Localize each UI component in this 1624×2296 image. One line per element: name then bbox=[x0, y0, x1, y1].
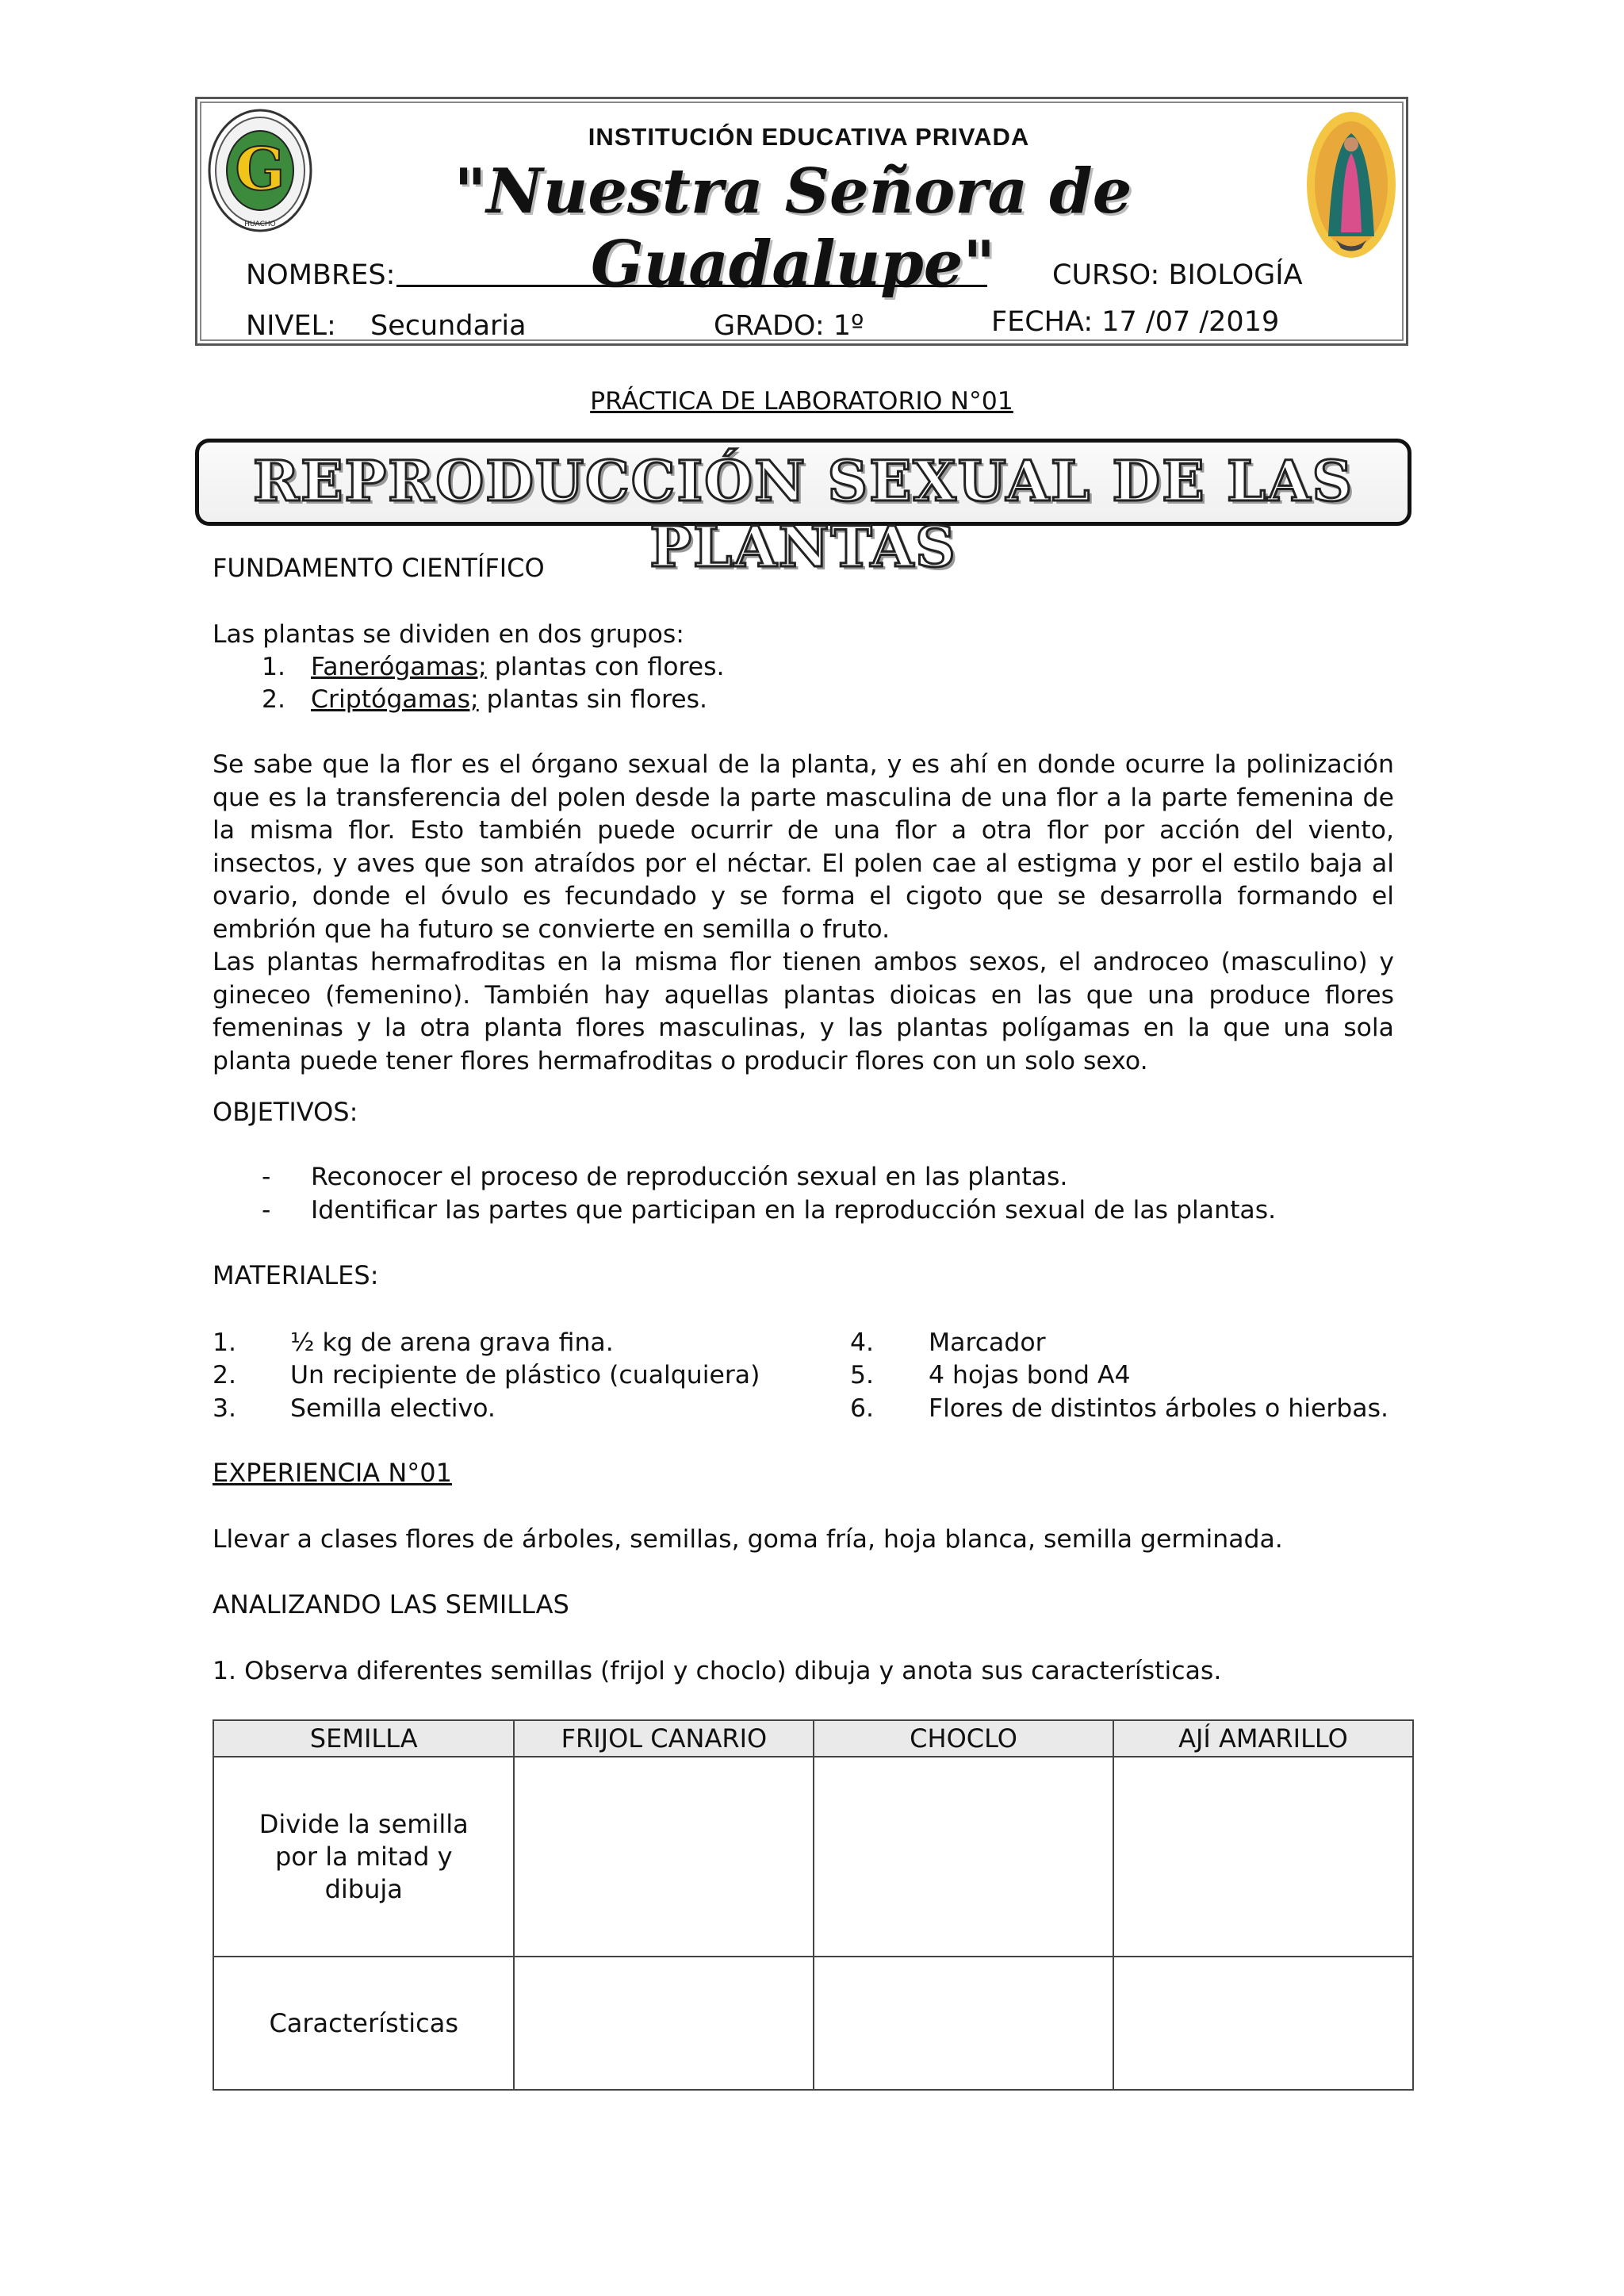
group-desc: plantas con flores. bbox=[486, 653, 725, 681]
analizando-instruction: 1. Observa diferentes semillas (frijol y choclo) dibuja y anota sus características. bbox=[213, 1657, 1222, 1685]
experiencia-text: Llevar a clases flores de árboles, semillas, goma fría, hoja blanca, semilla germinada. bbox=[213, 1525, 1283, 1554]
notes-cell[interactable] bbox=[814, 1957, 1113, 2090]
analizando-heading: ANALIZANDO LAS SEMILLAS bbox=[213, 1589, 569, 1619]
table-header: SEMILLA bbox=[213, 1720, 514, 1757]
institution-label: INSTITUCIÓN EDUCATIVA PRIVADA bbox=[588, 123, 1030, 151]
drawing-cell[interactable] bbox=[1113, 1757, 1413, 1957]
virgin-image bbox=[1304, 109, 1398, 260]
logo-letter: G bbox=[235, 136, 285, 204]
notes-cell[interactable] bbox=[514, 1957, 814, 2090]
grado-label: GRADO: 1º bbox=[714, 310, 864, 342]
group-item bbox=[311, 651, 725, 684]
material-item: Marcador bbox=[929, 1328, 1046, 1357]
group-number: 2. bbox=[262, 685, 286, 714]
group-desc: plantas sin flores. bbox=[478, 685, 708, 714]
material-item: 4 hojas bond A4 bbox=[929, 1361, 1131, 1389]
nombres-label: NOMBRES: bbox=[246, 259, 396, 291]
experiencia-heading: EXPERIENCIA N°01 bbox=[213, 1458, 452, 1488]
objetivos-heading: OBJETIVOS: bbox=[213, 1097, 358, 1127]
notes-cell[interactable] bbox=[1113, 1957, 1413, 2090]
group-number: 1. bbox=[262, 653, 286, 681]
school-logo bbox=[206, 107, 314, 234]
drawing-cell[interactable] bbox=[814, 1757, 1113, 1957]
logo-city: HUACHO bbox=[244, 220, 276, 228]
material-number: 4. bbox=[850, 1328, 875, 1357]
row-label: Divide la semilla por la mitad y dibuja bbox=[213, 1757, 514, 1957]
bullet-dash: - bbox=[262, 1196, 271, 1225]
bullet-dash: - bbox=[262, 1163, 271, 1191]
table-row bbox=[213, 1757, 1413, 1957]
table-header: AJÍ AMARILLO bbox=[1113, 1720, 1413, 1757]
curso-label: CURSO: BIOLOGÍA bbox=[1052, 259, 1303, 291]
group-term: Fanerógamas; bbox=[311, 653, 487, 681]
materiales-heading: MATERIALES: bbox=[213, 1260, 379, 1290]
fecha-label: FECHA: 17 /07 /2019 bbox=[991, 306, 1280, 338]
table-header: CHOCLO bbox=[814, 1720, 1113, 1757]
fundamento-paragraph-2: Las plantas hermafroditas en la misma flor tienen ambos sexos, el androceo (masculino) y gineceo (femenino). También hay aquellas plantas dioicas en las que una produce flores femeninas y la otra planta flores masculinas, y las plantas polígamas en la que una sola planta puede tener flores hermafroditas o producir flores con un solo sexo. bbox=[213, 948, 1394, 1075]
group-item bbox=[311, 684, 707, 717]
material-number: 1. bbox=[213, 1328, 237, 1357]
material-number: 5. bbox=[850, 1361, 875, 1389]
practica-title: PRÁCTICA DE LABORATORIO N°01 bbox=[590, 387, 1013, 416]
material-number: 2. bbox=[213, 1361, 237, 1389]
material-item: Flores de distintos árboles o hierbas. bbox=[929, 1394, 1388, 1423]
material-item: Semilla electivo. bbox=[290, 1394, 496, 1423]
fundamento-paragraph-1: Se sabe que la flor es el órgano sexual de la planta, y es ahí en donde ocurre la polinización que es la transferencia del polen desde la parte masculina de una flor a la parte femenina de la misma flor. Esto también puede ocurrir de una flor a otra flor por acción del viento, insectos, y aves que son atraídos por el néctar. El polen cae al estigma y por el estilo baja al ovario, donde el óvulo es fecundado y se forma el cigoto que se desarrolla formando el embrión que ha futuro se convierte en semilla o fruto. bbox=[213, 750, 1394, 944]
seeds-table bbox=[213, 1719, 1414, 2091]
material-number: 6. bbox=[850, 1394, 875, 1423]
objetivo-item: Identificar las partes que participan en la reproducción sexual de las plantas. bbox=[311, 1196, 1277, 1225]
material-number: 3. bbox=[213, 1394, 237, 1423]
material-item: ½ kg de arena grava fina. bbox=[290, 1328, 614, 1357]
fundamento-intro: Las plantas se dividen en dos grupos: bbox=[213, 620, 684, 649]
table-row bbox=[213, 1957, 1413, 2090]
row-label: Características bbox=[213, 1957, 514, 2090]
objetivo-item: Reconocer el proceso de reproducción sexual en las plantas. bbox=[311, 1163, 1068, 1191]
nivel-value: Secundaria bbox=[370, 310, 527, 342]
table-header-row bbox=[213, 1720, 1413, 1757]
main-title: REPRODUCCIÓN SEXUAL DE LAS PLANTAS bbox=[252, 448, 1354, 580]
nivel-label: NIVEL: bbox=[246, 310, 336, 342]
nombres-line[interactable] bbox=[396, 285, 987, 287]
table-header: FRIJOL CANARIO bbox=[514, 1720, 814, 1757]
material-item: Un recipiente de plástico (cualquiera) bbox=[290, 1361, 760, 1389]
group-term: Criptógamas; bbox=[311, 685, 479, 714]
drawing-cell[interactable] bbox=[514, 1757, 814, 1957]
fundamento-heading: FUNDAMENTO CIENTÍFICO bbox=[213, 553, 545, 583]
school-name: "Nuestra Señora de Guadalupe" bbox=[454, 155, 1132, 300]
